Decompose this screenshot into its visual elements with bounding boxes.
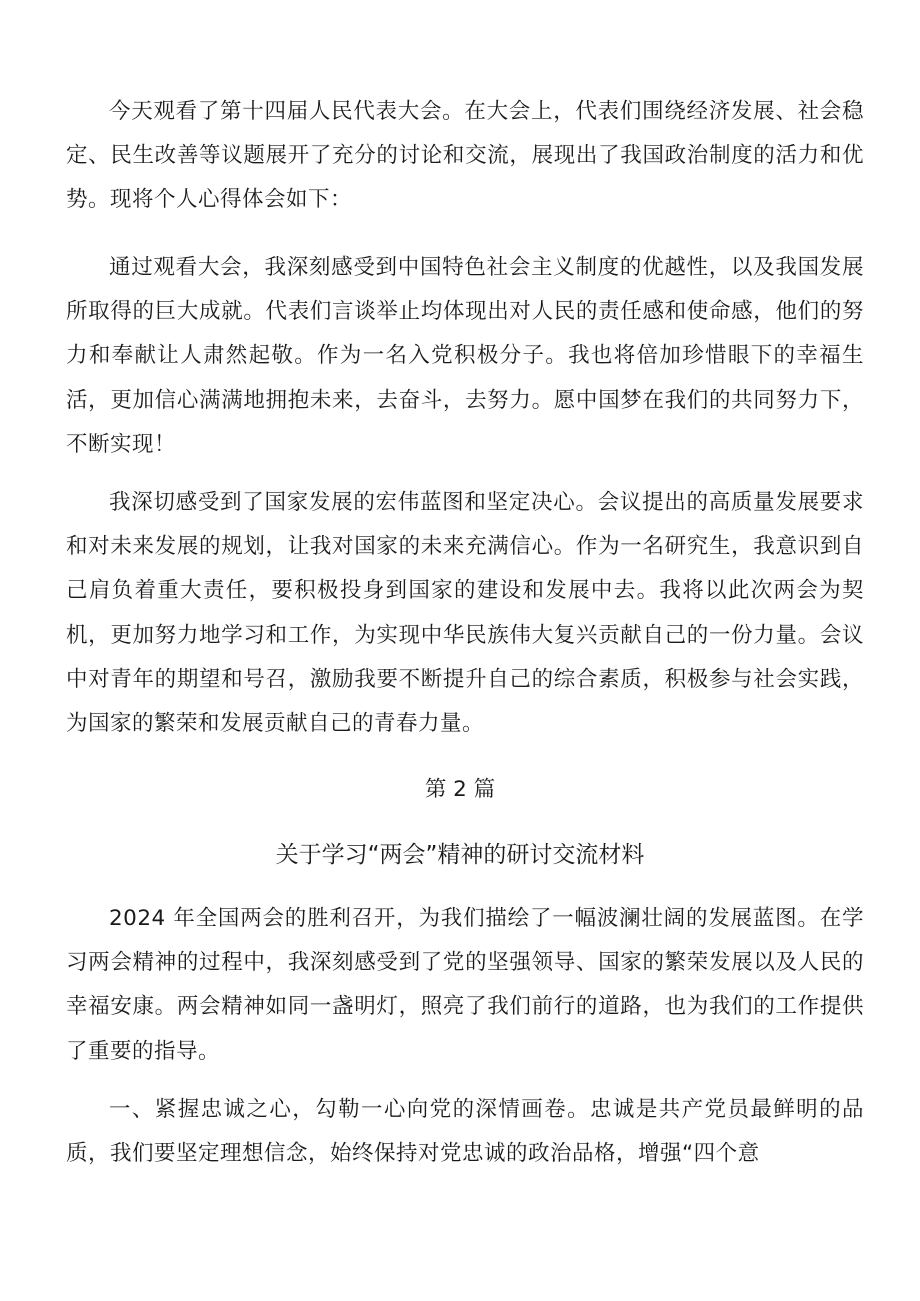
body-paragraph: 通过观看大会，我深刻感受到中国特色社会主义制度的优越性，以及我国发展所取得的巨大成就。代表们言谈举止均体现出对人民的责任感和使命感，他们的努力和奉献让人肃然起敬。作为一名入党积极分子。我也将倍加珍惜眼下的幸福生活，更加信心满满地拥抱未来，去奋斗，去努力。愿中国梦在我们的共同努力下，不断实现！ (66, 255, 864, 457)
section-label: 第 2 篇 (424, 777, 496, 802)
section-title: 关于学习“两会”精神的研讨交流材料 (275, 842, 645, 868)
body-paragraph: 一、紧握忠诚之心，勾勒一心向党的深情画卷。忠诚是共产党员最鲜明的品质，我们要坚定理想信念，始终保持对党忠诚的政治品格，增强“四个意 (66, 1097, 864, 1167)
body-paragraph: 我深切感受到了国家发展的宏伟蓝图和坚定决心。会议提出的高质量发展要求和对未来发展的规划，让我对国家的未来充满信心。作为一名研究生，我意识到自己肩负着重大责任，要积极投身到国家的建设和发展中去。我将以此次两会为契机，更加努力地学习和工作，为实现中华民族伟大复兴贡献自己的一份力量。会议中对青年的期望和号召，激励我要不断提升自己的综合素质，积极参与社会实践，为国家的繁荣和发展贡献自己的青春力量。 (66, 490, 864, 737)
body-paragraph: 2024 年全国两会的胜利召开，为我们描绘了一幅波澜壮阔的发展蓝图。在学习两会精神的过程中，我深刻感受到了党的坚强领导、国家的繁荣发展以及人民的幸福安康。两会精神如同一盏明灯，照亮了我们前行的道路，也为我们的工作提供了重要的指导。 (66, 906, 864, 1064)
body-paragraph: 今天观看了第十四届人民代表大会。在大会上，代表们围绕经济发展、社会稳定、民生改善等议题展开了充分的讨论和交流，展现出了我国政治制度的活力和优势。现将个人心得体会如下： (66, 99, 864, 213)
